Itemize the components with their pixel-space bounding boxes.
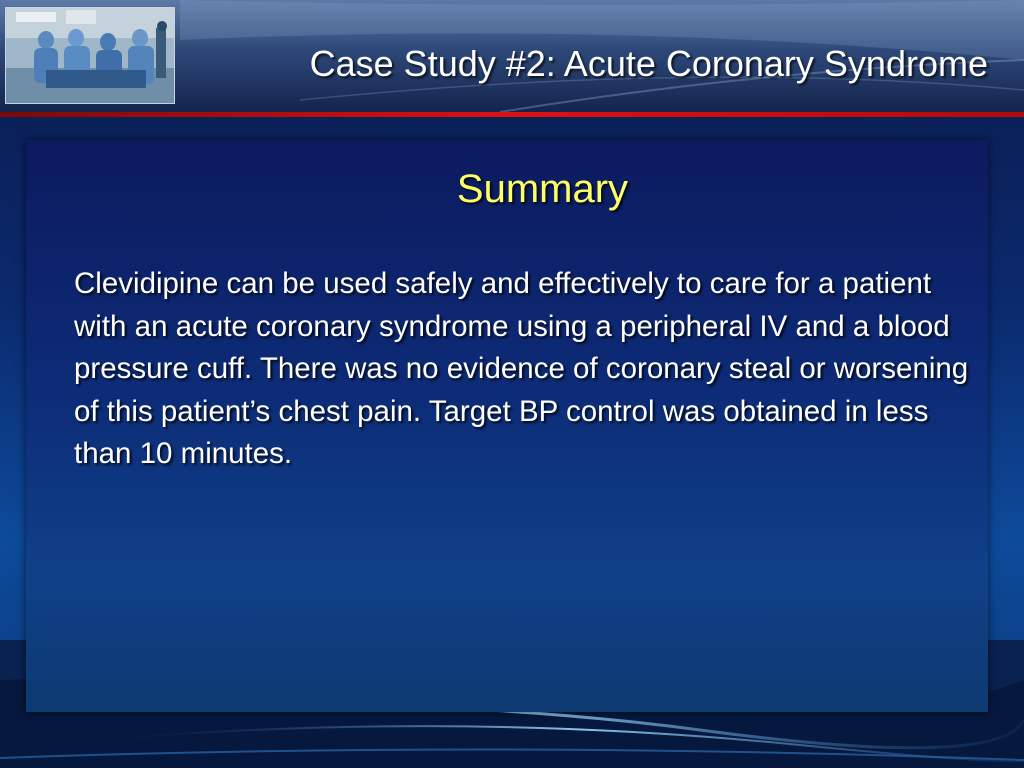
header-divider-line	[0, 112, 1024, 117]
slide-title: Case Study #2: Acute Coronary Syndrome	[309, 43, 988, 84]
surgery-team-photo	[5, 7, 175, 104]
summary-paragraph: Clevidipine can be used safely and effectively to care for a patient with an acute coronary syndrome using a peripheral IV and a blood pressure cuff. There was no evidence of coronary steal or worsening of this patient’s chest pain. Target BP control was obtained in less than 10 minutes.	[74, 267, 969, 470]
header-band	[0, 0, 1024, 112]
section-heading: Summary	[456, 167, 629, 211]
